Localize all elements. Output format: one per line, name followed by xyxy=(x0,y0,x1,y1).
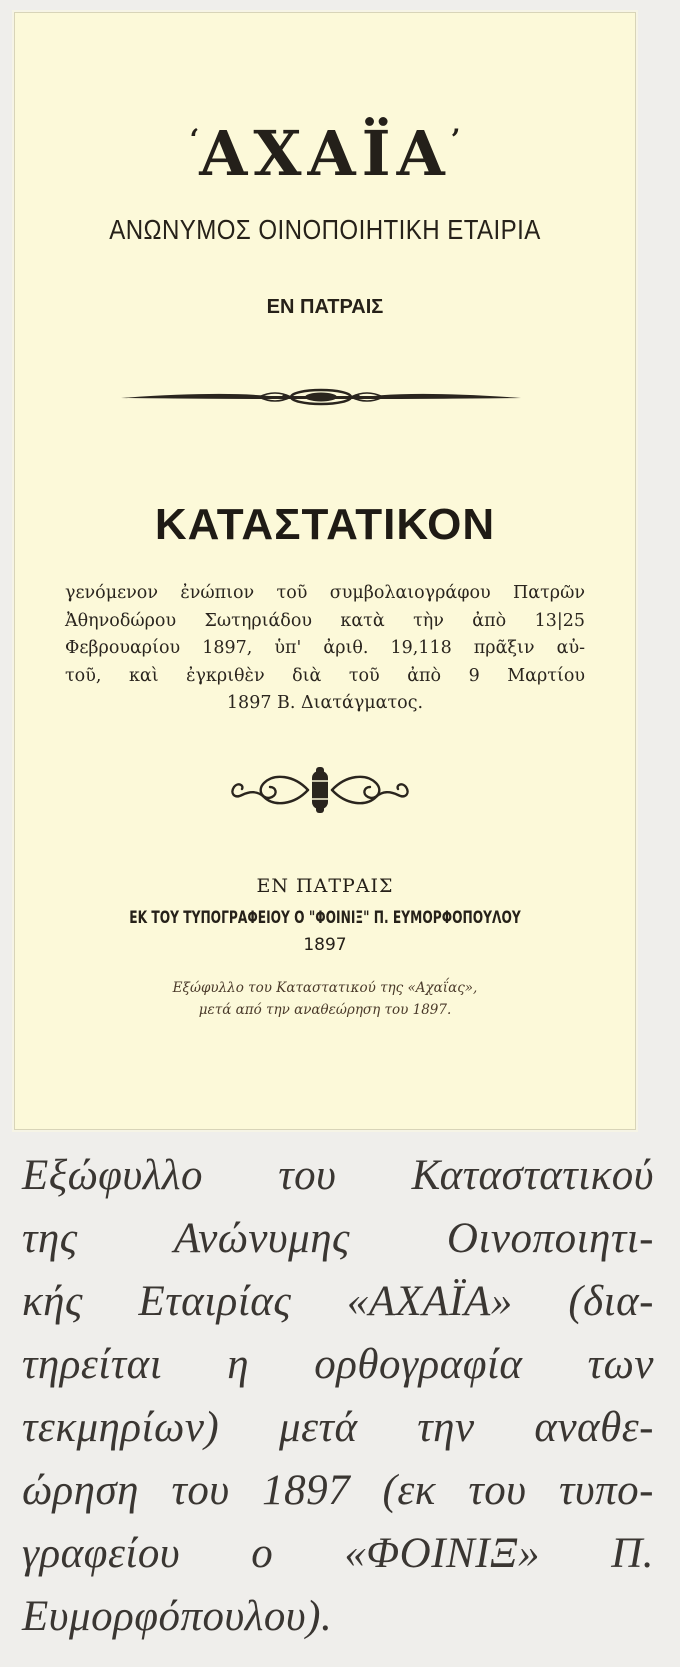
figure-caption xyxy=(22,1144,654,1648)
caption-line: Εξώφυλλο του Καταστατικού xyxy=(22,1152,654,1199)
imprint-city: ΕΝ ΠΑΤΡΑΙΣ xyxy=(256,875,394,897)
caption-line: γραφείου ο «ΦΟΙΝΙΞ» Π. xyxy=(22,1530,654,1577)
imprint-press: ΕΚ ΤΟΥ ΤΥΠΟΓΡΑΦΕΙΟΥ Ο "ΦΟΙΝΙΞ" Π. ΕΥΜΟΡΦΟΠΟΥΛΟΥ xyxy=(129,908,521,928)
cover-inner-caption xyxy=(15,977,635,1021)
statute-line: τοῦ, καὶ ἐγκριθὲν διὰ τοῦ ἀπὸ 9 Μαρτίου xyxy=(65,665,585,686)
statute-line: 1897 Β. Διατάγματος. xyxy=(226,693,424,713)
statute-line: Ἀθηνοδώρου Σωτηριάδου κατὰ τὴν ἀπὸ 13|25 xyxy=(65,610,585,631)
document-cover xyxy=(14,12,636,1130)
title-close-quote: ’ xyxy=(450,123,461,156)
inner-caption-line: μετά από την αναθεώρηση του 1897. xyxy=(198,1002,452,1018)
title-text: ΑΧΑΪΑ xyxy=(199,117,451,190)
caption-line: ώρηση του 1897 (εκ του τυπο- xyxy=(22,1467,654,1514)
center-ornament xyxy=(224,765,416,815)
statute-heading: ΚΑΤΑΣΤΑΤΙΚΟΝ xyxy=(154,500,496,549)
imprint-year: 1897 xyxy=(303,935,347,955)
caption-line: κής Εταιρίας «ΑΧΑΪΑ» (δια- xyxy=(22,1278,654,1325)
inner-caption-line: Εξώφυλλο του Καταστατικού της «Αχαΐας», xyxy=(172,980,478,996)
company-name: ΑΝΩΝΥΜΟΣ ΟΙΝΟΠΟΙΗΤΙΚΗ ΕΤΑΙΡΙΑ xyxy=(109,214,541,245)
cover-city: ΕΝ ΠΑΤΡΑΙΣ xyxy=(266,296,384,318)
ornamental-rule-divider xyxy=(119,385,523,409)
caption-line: της Ανώνυμης Οινοποιητι- xyxy=(22,1215,654,1262)
caption-line: Ευμορφόπουλου). xyxy=(22,1593,333,1640)
statute-line: Φεβρουαρίου 1897, ὑπ' ἀριθ. 19,118 πρᾶξιν αὐ- xyxy=(65,638,585,658)
caption-line: τηρείται η ορθογραφία των xyxy=(22,1341,654,1388)
statute-description xyxy=(65,580,585,718)
statute-line: γενόμενον ἐνώπιον τοῦ συμβολαιογράφου Πατρῶν xyxy=(65,583,585,603)
cover-title xyxy=(15,105,635,189)
caption-line: τεκμηρίων) μετά την αναθε- xyxy=(22,1404,654,1451)
title-open-quote: ‘ xyxy=(189,123,200,156)
